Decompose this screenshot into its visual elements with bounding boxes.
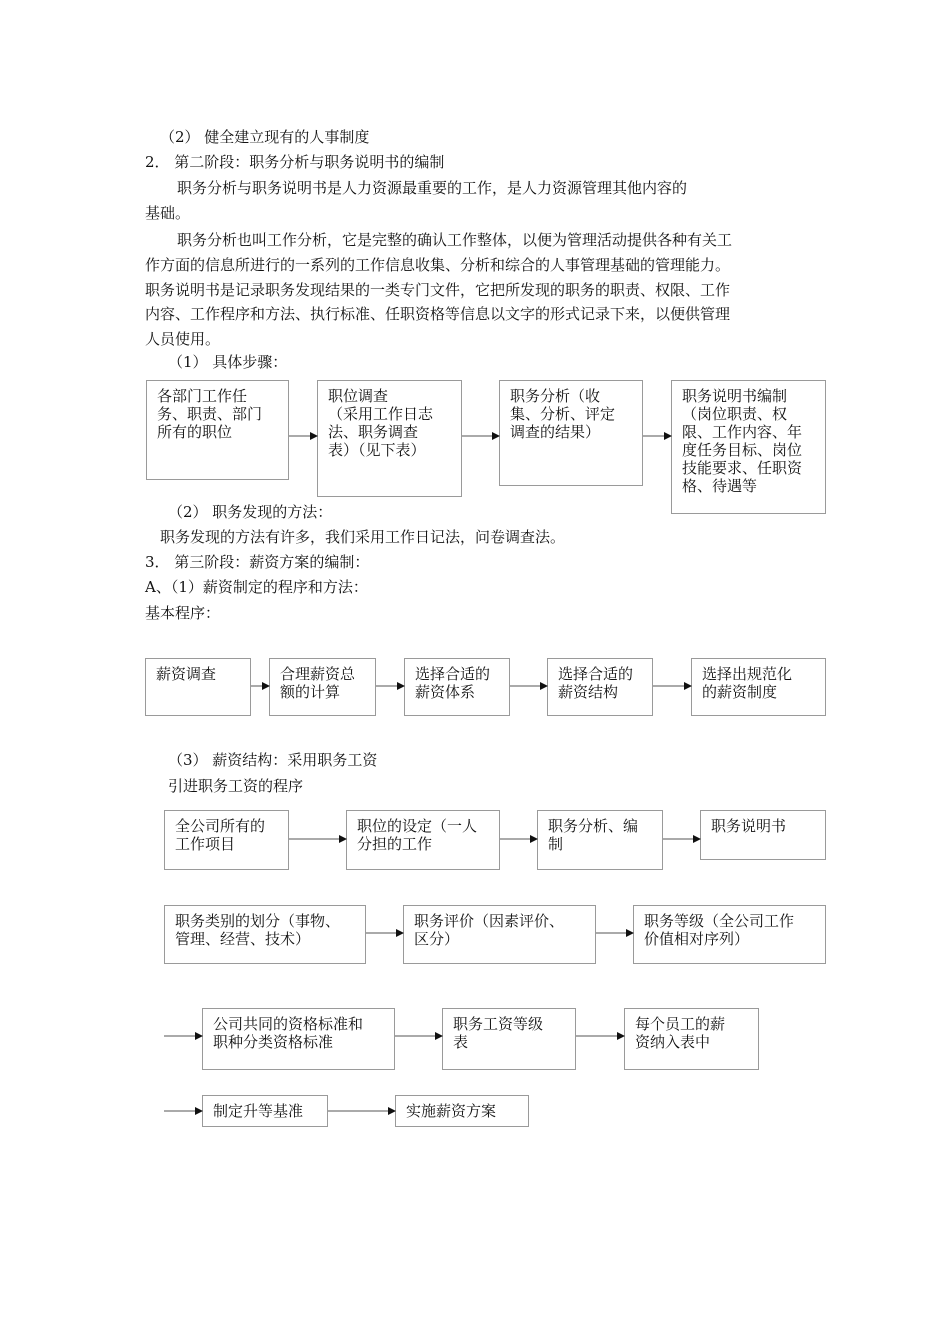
flow2-box-salary-structure: 选择合适的 薪资结构	[547, 658, 653, 716]
flow3-box-salary-grade-table: 职务工资等级 表	[442, 1008, 576, 1070]
flow1-box-position-survey: 职位调查 （采用工作日志 法、职务调查 表）（见下表）	[317, 380, 462, 497]
paragraph-line: 内容、工作程序和方法、执行标准、任职资格等信息以文字的形式记录下来，以便供管理	[145, 305, 731, 323]
flow3-box-job-evaluation: 职务评价（因素评价、 区分）	[403, 905, 596, 964]
paragraph-line: 作方面的信息所进行的一系列的工作信息收集、分析和综合的人事管理基础的管理能力。	[145, 256, 731, 274]
section-2-2-heading: （2） 健全建立现有的人事制度	[160, 128, 370, 146]
flow2-box-salary-survey: 薪资调查	[145, 658, 251, 716]
flow3-box-implement-plan: 实施薪资方案	[395, 1095, 529, 1127]
flow3-box-employee-salary: 每个员工的薪 资纳入表中	[624, 1008, 759, 1070]
flow1-box-job-analysis: 职务分析（收 集、分析、评定 调查的结果）	[499, 380, 643, 486]
flow3-box-all-jobs: 全公司所有的 工作项目	[164, 810, 289, 870]
flow2-box-salary-system: 选择合适的 薪资体系	[404, 658, 510, 716]
paragraph-line: 职务发现的方法有许多，我们采用工作日记法，问卷调查法。	[160, 528, 566, 546]
job-salary-procedure-label: 引进职务工资的程序	[168, 777, 304, 795]
flow3-box-job-categories: 职务类别的划分（事物、 管理、经营、技术）	[164, 905, 366, 964]
flow2-box-total-salary: 合理薪资总 额的计算	[269, 658, 376, 716]
flow3-box-qualification-standards: 公司共同的资格标准和 职种分类资格标准	[202, 1008, 395, 1070]
paragraph-line: 职务分析也叫工作分析，它是完整的确认工作整体，以便为管理活动提供各种有关工	[177, 231, 733, 249]
flow2-box-salary-regulation: 选择出规范化 的薪资制度	[691, 658, 826, 716]
flow1-box-dept-tasks: 各部门工作任 务、职责、部门 所有的职位	[146, 380, 289, 480]
flow3-box-promotion-criteria: 制定升等基准	[202, 1095, 328, 1127]
flow3-box-job-analysis: 职务分析、编 制	[537, 810, 663, 870]
flow3-box-position-setting: 职位的设定（一人 分担的工作	[346, 810, 500, 870]
salary-method-heading: A、（1）薪资制定的程序和方法：	[145, 578, 368, 596]
paragraph-line: 职务分析与职务说明书是人力资源最重要的工作，是人力资源管理其他内容的	[177, 179, 688, 197]
stage-2-heading: 2． 第二阶段：职务分析与职务说明书的编制	[145, 153, 445, 171]
discovery-methods-heading: （2） 职务发现的方法：	[168, 503, 333, 521]
stage-3-heading: 3． 第三阶段：薪资方案的编制：	[145, 553, 370, 571]
flow3-box-job-grade: 职务等级（全公司工作 价值相对序列）	[633, 905, 826, 964]
paragraph-line: 基础。	[145, 204, 191, 222]
flow1-box-job-description: 职务说明书编制 （岗位职责、权 限、工作内容、年 度任务目标、岗位 技能要求、任职资 格、待遇等	[671, 380, 826, 514]
flow3-box-job-description: 职务说明书	[700, 810, 826, 860]
paragraph-line: 职务说明书是记录职务发现结果的一类专门文件，它把所发现的职务的职责、权限、工作	[145, 281, 731, 299]
basic-procedure-label: 基本程序：	[145, 604, 221, 622]
salary-structure-heading: （3） 薪资结构：采用职务工资	[168, 751, 378, 769]
paragraph-line: 人员使用。	[145, 330, 221, 348]
steps-heading: （1） 具体步骤：	[168, 353, 288, 371]
